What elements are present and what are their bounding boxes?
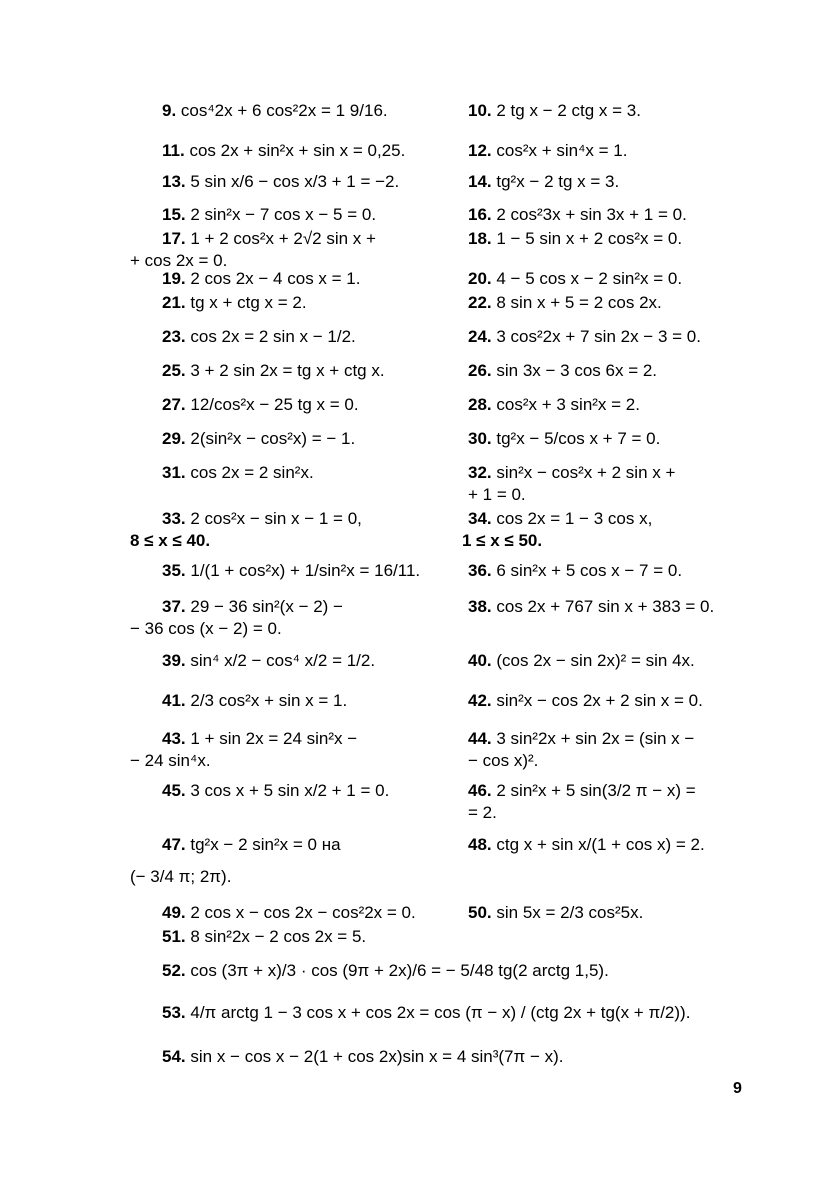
problem-26: [468, 360, 657, 382]
problem-text: 3 sin²2x + sin 2x = (sin x −: [496, 729, 695, 748]
problem-number: 33.: [162, 509, 186, 528]
problem-text: − cos x)².: [468, 751, 539, 770]
problem-number: 11.: [162, 141, 185, 160]
problem-42: [468, 690, 703, 712]
problem-33: [162, 508, 362, 530]
problem-text: cos 2x = 2 sin²x.: [190, 463, 314, 482]
page-number: 9: [733, 1080, 742, 1097]
problem-text: 29 − 36 sin²(x − 2) −: [190, 597, 343, 616]
problem-text: 4 − 5 cos x − 2 sin²x = 0.: [496, 269, 683, 288]
problem-text: ctg x + sin x/(1 + cos x) = 2.: [496, 835, 705, 854]
problem-21: [162, 292, 307, 314]
problem-24: [468, 326, 701, 348]
problem-36: [468, 560, 682, 582]
problem-53: [162, 1002, 690, 1024]
problem-text: 2 cos²3x + sin 3x + 1 = 0.: [496, 205, 687, 224]
problem-text: sin⁴ x/2 − cos⁴ x/2 = 1/2.: [190, 651, 376, 670]
problem-text: 2 cos x − cos 2x − cos²2x = 0.: [190, 903, 416, 922]
problem-46: [468, 780, 696, 802]
problem-text: 2(sin²x − cos²x) = − 1.: [190, 429, 356, 448]
problem-43-continuation: [130, 750, 211, 772]
problem-11: [162, 140, 405, 162]
problem-text: + cos 2x = 0.: [130, 251, 228, 270]
problem-text: − 24 sin⁴x.: [130, 751, 211, 770]
problem-text: + 1 = 0.: [468, 485, 526, 504]
problem-text: 8 ≤ x ≤ 40.: [130, 531, 211, 550]
problem-46-continuation: [468, 802, 497, 824]
problem-text: 3 cos²2x + 7 sin 2x − 3 = 0.: [496, 327, 701, 346]
problem-20: [468, 268, 682, 290]
problem-text: 2 cos²x − sin x − 1 = 0,: [190, 509, 362, 528]
problem-number: 41.: [162, 691, 186, 710]
problem-33-continuation: [130, 530, 210, 552]
problem-40: [468, 650, 695, 672]
problem-text: tg²x − 5/cos x + 7 = 0.: [496, 429, 661, 448]
problem-12: [468, 140, 627, 162]
problem-text: 1 − 5 sin x + 2 cos²x = 0.: [496, 229, 683, 248]
problem-number: 25.: [162, 361, 186, 380]
problem-text: 1 + sin 2x = 24 sin²x −: [190, 729, 358, 748]
problem-number: 22.: [468, 293, 492, 312]
problem-32-continuation: [468, 484, 526, 506]
problem-number: 42.: [468, 691, 492, 710]
problem-number: 49.: [162, 903, 186, 922]
problem-number: 32.: [468, 463, 492, 482]
problem-34: [468, 508, 652, 530]
problem-text: 1/(1 + cos²x) + 1/sin²x = 16/11.: [190, 561, 421, 580]
problem-number: 36.: [468, 561, 492, 580]
problem-37: [162, 596, 343, 618]
problem-number: 20.: [468, 269, 492, 288]
problem-number: 50.: [468, 903, 492, 922]
problem-49: [162, 902, 416, 924]
problem-39: [162, 650, 375, 672]
problem-text: 4/π arctg 1 − 3 cos x + cos 2x = cos (π − x) / (ctg 2x + tg(x + π/2)).: [190, 1003, 691, 1022]
problem-31: [162, 462, 314, 484]
problem-number: 17.: [162, 229, 186, 248]
problem-number: 9.: [162, 101, 177, 120]
problem-text: 2/3 cos²x + sin x = 1.: [190, 691, 348, 710]
problem-37-continuation: [130, 618, 282, 640]
problem-number: 28.: [468, 395, 492, 414]
problem-text: 5 sin x/6 − cos x/3 + 1 = −2.: [190, 172, 400, 191]
problem-text: 8 sin x + 5 = 2 cos 2x.: [496, 293, 662, 312]
problem-number: 16.: [468, 205, 492, 224]
problem-text: 8 sin²2x − 2 cos 2x = 5.: [190, 927, 367, 946]
problem-number: 54.: [162, 1047, 186, 1066]
problem-28: [468, 394, 640, 416]
problem-number: 51.: [162, 927, 186, 946]
problem-51: [162, 926, 366, 948]
problem-number: 31.: [162, 463, 186, 482]
problem-text: cos⁴2x + 6 cos²2x = 1 9/16.: [180, 101, 388, 120]
problem-text: sin 5x = 2/3 cos²5x.: [496, 903, 644, 922]
problem-17: [162, 228, 376, 250]
problem-number: 24.: [468, 327, 492, 346]
problem-48: [468, 834, 705, 856]
problem-text: sin²x − cos 2x + 2 sin x = 0.: [496, 691, 703, 710]
problem-text: 1 + 2 cos²x + 2√2 sin x +: [190, 229, 376, 248]
problem-number: 30.: [468, 429, 492, 448]
problem-text: 6 sin²x + 5 cos x − 7 = 0.: [496, 561, 683, 580]
problem-27: [162, 394, 359, 416]
problem-45: [162, 780, 389, 802]
problem-34-continuation: [462, 530, 542, 552]
problem-47-continuation: [130, 866, 231, 888]
problem-text: = 2.: [468, 803, 497, 822]
problem-text: 3 cos x + 5 sin x/2 + 1 = 0.: [190, 781, 390, 800]
problem-19: [162, 268, 360, 290]
problem-text: sin x − cos x − 2(1 + cos 2x)sin x = 4 sin³(7π − x).: [190, 1047, 564, 1066]
problem-text: tg x + ctg x = 2.: [190, 293, 307, 312]
problem-text: cos²x + sin⁴x = 1.: [496, 141, 628, 160]
problem-text: 2 sin²x + 5 sin(3/2 π − x) =: [496, 781, 696, 800]
problem-text: sin²x − cos²x + 2 sin x +: [496, 463, 676, 482]
problem-text: tg²x − 2 sin²x = 0 на: [190, 835, 341, 854]
problem-text: (cos 2x − sin 2x)² = sin 4x.: [496, 651, 695, 670]
problem-44: [468, 728, 694, 750]
problem-13: [162, 171, 399, 193]
problem-38: [468, 596, 714, 618]
problem-text: (− 3/4 π; 2π).: [130, 867, 232, 886]
problem-number: 12.: [468, 141, 492, 160]
problem-text: cos 2x = 1 − 3 cos x,: [496, 509, 653, 528]
problem-43: [162, 728, 357, 750]
problem-35: [162, 560, 420, 582]
problem-29: [162, 428, 355, 450]
problem-18: [468, 228, 682, 250]
problem-47: [162, 834, 341, 856]
problem-text: sin 3x − 3 cos 6x = 2.: [496, 361, 658, 380]
problem-text: − 36 cos (x − 2) = 0.: [130, 619, 282, 638]
problem-54: [162, 1046, 564, 1068]
problem-number: 35.: [162, 561, 186, 580]
problem-text: tg²x − 2 tg x = 3.: [496, 172, 620, 191]
problem-number: 43.: [162, 729, 186, 748]
problem-number: 23.: [162, 327, 186, 346]
problem-text: 12/cos²x − 25 tg x = 0.: [190, 395, 359, 414]
problem-number: 18.: [468, 229, 492, 248]
problem-25: [162, 360, 385, 382]
problem-text: 1 ≤ x ≤ 50.: [462, 531, 543, 550]
problem-number: 19.: [162, 269, 186, 288]
problem-number: 38.: [468, 597, 492, 616]
problem-text: 2 tg x − 2 ctg x = 3.: [496, 101, 641, 120]
problem-50: [468, 902, 643, 924]
problem-number: 27.: [162, 395, 186, 414]
problem-number: 48.: [468, 835, 492, 854]
problem-22: [468, 292, 662, 314]
problem-number: 15.: [162, 205, 186, 224]
problem-30: [468, 428, 660, 450]
problem-number: 39.: [162, 651, 186, 670]
problem-number: 53.: [162, 1003, 186, 1022]
problem-14: [468, 171, 619, 193]
problem-15: [162, 204, 376, 226]
problem-number: 45.: [162, 781, 186, 800]
problem-text: cos 2x + sin²x + sin x = 0,25.: [189, 141, 406, 160]
problem-text: 3 + 2 sin 2x = tg x + ctg x.: [190, 361, 385, 380]
problem-text: 2 cos 2x − 4 cos x = 1.: [190, 269, 361, 288]
problem-number: 10.: [468, 101, 492, 120]
problem-text: cos (3π + x)/3 · cos (9π + 2x)/6 = − 5/48 tg(2 arctg 1,5).: [190, 961, 609, 980]
problem-text: cos²x + 3 sin²x = 2.: [496, 395, 640, 414]
problem-9: [162, 100, 388, 122]
problem-number: 29.: [162, 429, 186, 448]
problem-text: 2 sin²x − 7 cos x − 5 = 0.: [190, 205, 377, 224]
problem-number: 46.: [468, 781, 492, 800]
problem-32: [468, 462, 675, 484]
problem-52: [162, 960, 609, 982]
problem-number: 13.: [162, 172, 186, 191]
problem-number: 21.: [162, 293, 186, 312]
problem-number: 47.: [162, 835, 186, 854]
problem-number: 34.: [468, 509, 492, 528]
problem-number: 37.: [162, 597, 186, 616]
problem-44-continuation: [468, 750, 538, 772]
problem-text: cos 2x = 2 sin x − 1/2.: [190, 327, 356, 346]
problem-number: 26.: [468, 361, 492, 380]
problem-number: 52.: [162, 961, 186, 980]
problem-16: [468, 204, 687, 226]
problem-number: 14.: [468, 172, 492, 191]
problem-23: [162, 326, 356, 348]
problem-text: cos 2x + 767 sin x + 383 = 0.: [496, 597, 715, 616]
problem-10: [468, 100, 641, 122]
problem-number: 44.: [468, 729, 492, 748]
problem-41: [162, 690, 347, 712]
problem-number: 40.: [468, 651, 492, 670]
